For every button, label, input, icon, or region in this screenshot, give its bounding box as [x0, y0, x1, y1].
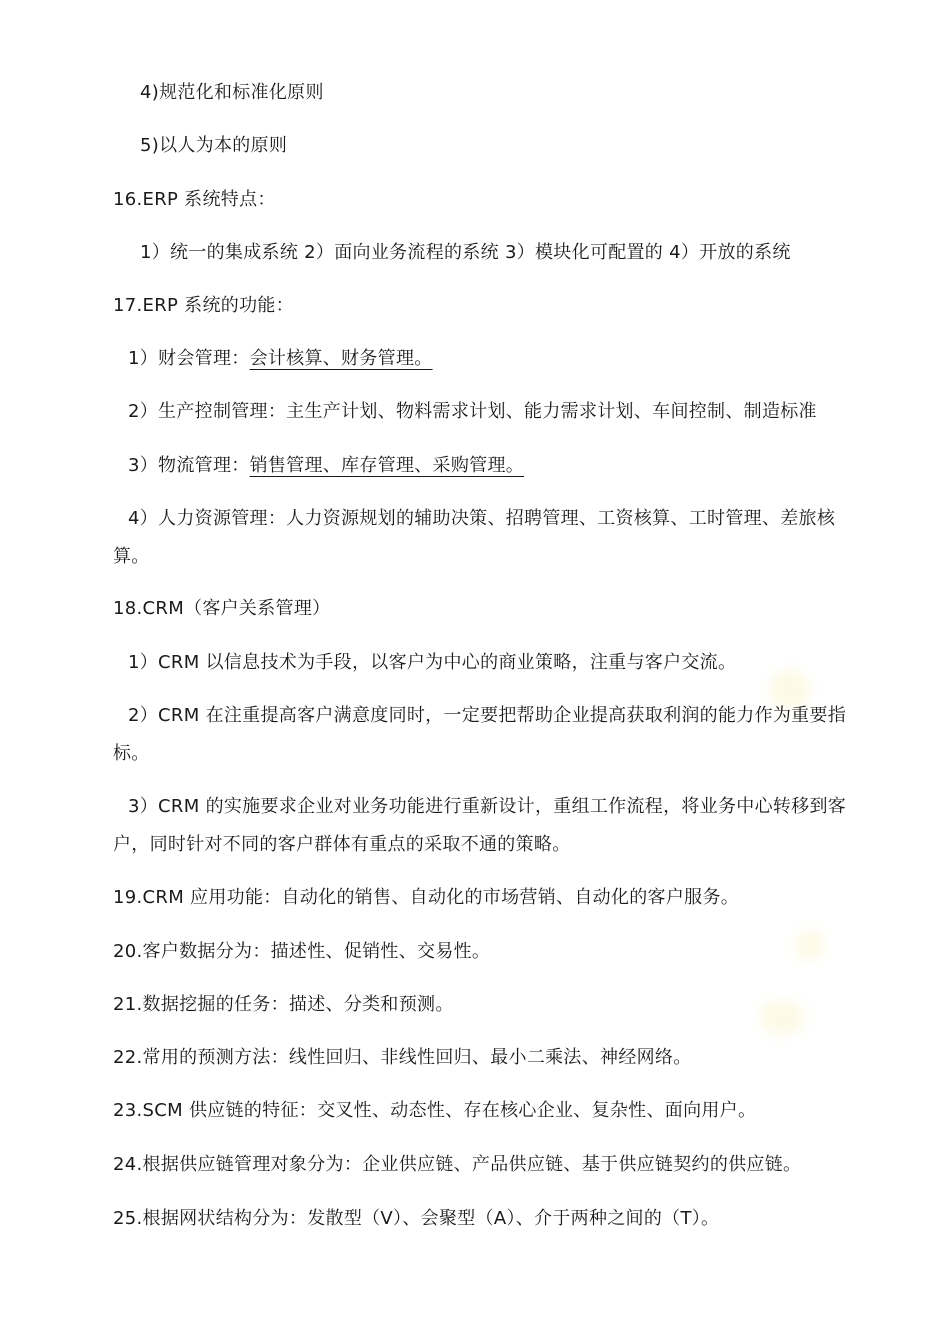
item-label: 1）财会管理： [128, 348, 250, 369]
section-17-item-3 [128, 454, 524, 478]
section-17-item-1 [128, 347, 433, 371]
section-24: 24.根据供应链管理对象分为：企业供应链、产品供应链、基于供应链契约的供应链。 [113, 1154, 802, 1175]
section-16-body: 1）统一的集成系统 2）面向业务流程的系统 3）模块化可配置的 4）开放的系统 [140, 242, 791, 263]
section-21: 21.数据挖掘的任务：描述、分类和预测。 [113, 994, 454, 1015]
section-18-item-2: 2）CRM 在注重提高客户满意度同时，一定要把帮助企业提高获取利润的能力作为重要指标。 [113, 705, 847, 764]
item-value: 销售管理、库存管理、采购管理。 [249, 455, 525, 476]
section-18-title: 18.CRM（客户关系管理） [113, 598, 331, 619]
section-17-item-2: 2）生产控制管理：主生产计划、物料需求计划、能力需求计划、车间控制、制造标准 [128, 401, 817, 422]
section-16-title: 16.ERP 系统特点： [113, 189, 276, 210]
section-19: 19.CRM 应用功能：自动化的销售、自动化的市场营销、自动化的客户服务。 [113, 887, 740, 908]
section-18-item-3: 3）CRM 的实施要求企业对业务功能进行重新设计，重组工作流程，将业务中心转移到客户，同时针对不同的客户群体有重点的采取不通的策略。 [113, 796, 847, 855]
paper-stain [760, 1000, 805, 1035]
section-20: 20.客户数据分为：描述性、促销性、交易性。 [113, 941, 491, 962]
principle-4: 4)规范化和标准化原则 [140, 82, 324, 103]
section-23: 23.SCM 供应链的特征：交叉性、动态性、存在核心企业、复杂性、面向用户。 [113, 1100, 757, 1121]
paper-stain [795, 930, 825, 960]
section-22: 22.常用的预测方法：线性回归、非线性回归、最小二乘法、神经网络。 [113, 1047, 692, 1068]
section-18-item-1: 1）CRM 以信息技术为手段，以客户为中心的商业策略，注重与客户交流。 [128, 652, 737, 673]
principle-5: 5)以人为本的原则 [140, 135, 288, 156]
section-25: 25.根据网状结构分为：发散型（V）、会聚型（A）、介于两种之间的（T）。 [113, 1208, 720, 1229]
section-17-title: 17.ERP 系统的功能： [113, 295, 294, 316]
item-label: 3）物流管理： [128, 455, 250, 476]
section-17-item-4: 4）人力资源管理：人力资源规划的辅助决策、招聘管理、工资核算、工时管理、差旅核算。 [113, 508, 836, 567]
item-value: 会计核算、财务管理。 [249, 348, 433, 369]
